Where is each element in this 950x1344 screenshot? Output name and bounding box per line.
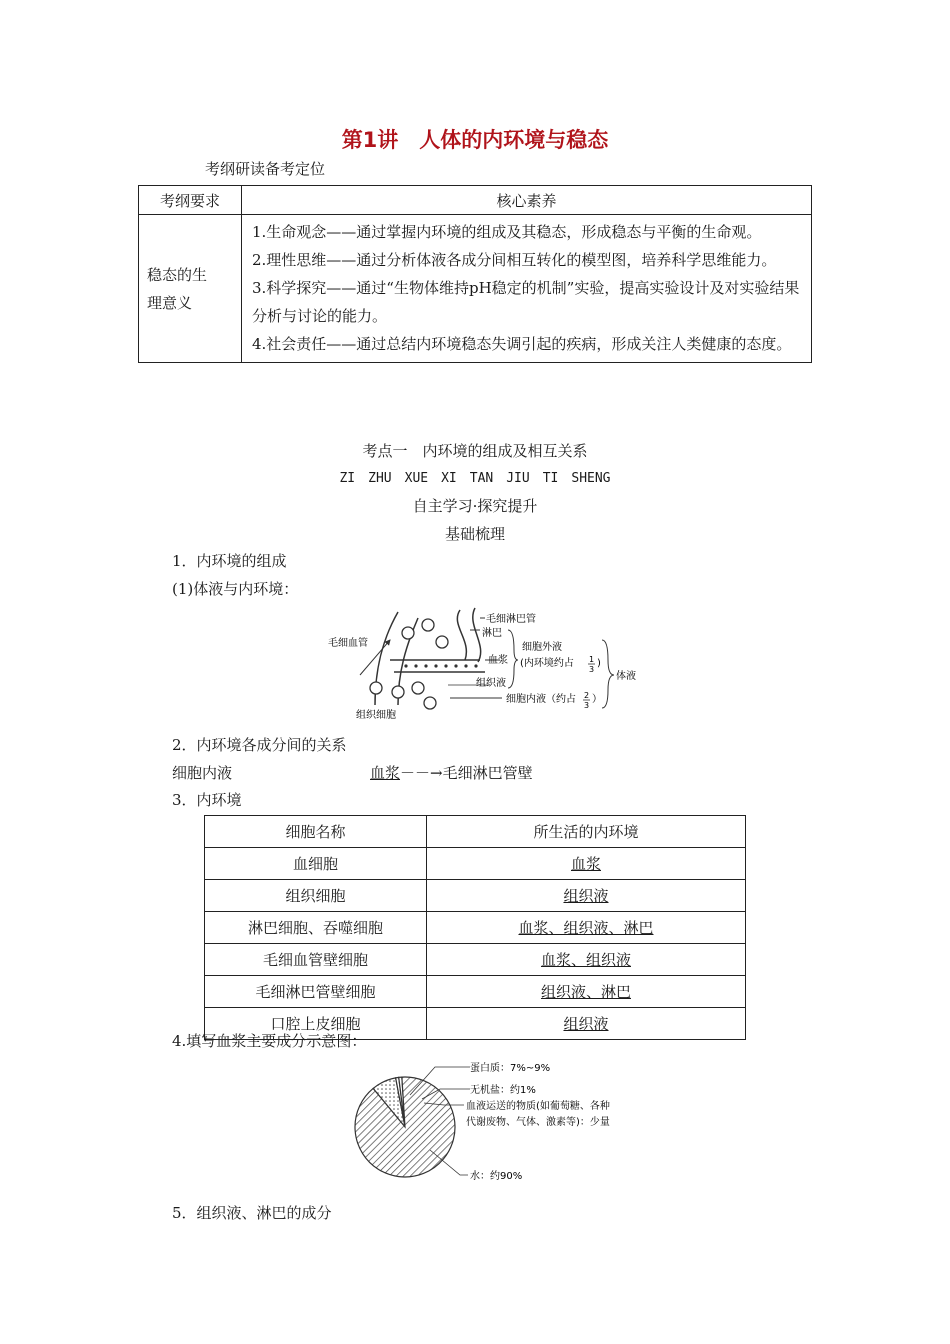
table-row: 淋巴细胞、吞噬细胞 血浆、组织液、淋巴	[205, 912, 746, 944]
subtitle: 考纲研读备考定位	[205, 160, 326, 178]
pie-label-protein: 蛋白质：7%~9%	[470, 1063, 551, 1074]
svg-text:3: 3	[584, 701, 590, 710]
requirement-cell: 稳态的生 理意义	[139, 215, 242, 363]
label-icf: 细胞内液（约占	[506, 694, 576, 705]
blank-plasma: 血浆	[370, 764, 401, 782]
table-row: 血细胞 血浆	[205, 848, 746, 880]
label-tissue-cell: 组织细胞	[356, 710, 396, 721]
svg-text:1: 1	[589, 655, 595, 664]
table-row: 口腔上皮细胞 组织液	[205, 1008, 746, 1040]
section-heading: 自主学习·探究提升	[412, 497, 538, 515]
body-fluid-diagram	[320, 600, 650, 725]
label-capillary: 毛细血管	[328, 638, 368, 649]
pie-label-transported-2: 代谢废物、气体、激素等)：少量	[466, 1117, 610, 1128]
label-lymph-capillary: 毛细淋巴管	[486, 614, 536, 625]
svg-text:）: ）	[592, 694, 602, 705]
heading-2: 2．内环境各成分间的关系	[172, 736, 347, 754]
pie-label-water: 水：约90%	[470, 1171, 523, 1182]
svg-text:3: 3	[589, 665, 595, 674]
pinyin-line: ZI ZHU XUE XI TAN JIU TI SHENG	[339, 471, 611, 486]
table-header: 考纲要求	[139, 186, 242, 215]
heading-4: 4.填写血浆主要成分示意图：	[172, 1032, 367, 1050]
label-body-fluid: 体液	[616, 671, 636, 682]
environment-table	[204, 815, 746, 1040]
heading-1: 1．内环境的组成	[172, 552, 287, 570]
kp-heading: 考点一 内环境的组成及相互关系	[362, 442, 588, 460]
label-lymph: 淋巴	[482, 628, 502, 639]
plasma-pie-chart	[340, 1055, 660, 1195]
label-tissue-fluid: 组织液	[476, 678, 506, 689]
literacy-cell	[242, 215, 812, 363]
pie-slice-water	[355, 1077, 455, 1177]
heading-3: 3．内环境	[172, 791, 242, 809]
relation-line	[370, 762, 533, 783]
heading-5: 5．组织液、淋巴的成分	[172, 1204, 332, 1222]
label-plasma: 血浆	[488, 655, 508, 666]
label-ecf: 细胞外液	[522, 642, 562, 653]
basics-heading: 基础梳理	[444, 525, 505, 543]
table-header: 所生活的内环境	[427, 816, 746, 848]
literacy-item: 4.社会责任——通过总结内环境稳态失调引起的疾病，形成关注人类健康的态度。	[252, 335, 792, 353]
table-header: 核心素养	[242, 186, 812, 215]
table-row: 毛细血管壁细胞 血浆、组织液	[205, 944, 746, 976]
table-row: 组织细胞 组织液	[205, 880, 746, 912]
table-header: 细胞名称	[205, 816, 427, 848]
table-row: 毛细淋巴管壁细胞 组织液、淋巴	[205, 976, 746, 1008]
literacy-item: 2.理性思维——通过分析体液各成分间相互转化的模型图，培养科学思维能力。	[252, 251, 777, 269]
svg-text:): )	[597, 658, 601, 669]
syllabus-table	[138, 185, 812, 363]
literacy-item: 3.科学探究——通过“生物体维持pH稳定的机制”实验，提高实验设计及对实验结果分析与讨论的能力。	[252, 279, 800, 325]
svg-text:2: 2	[584, 691, 590, 700]
pie-label-salt: 无机盐：约1%	[470, 1085, 536, 1096]
label-ecf-note: (内环境约占	[520, 658, 574, 669]
relation-left: 细胞内液	[172, 764, 233, 782]
relation-right: 毛细淋巴管壁	[442, 764, 533, 782]
pie-label-transported: 血液运送的物质(如葡萄糖、各种	[466, 1101, 610, 1112]
literacy-item: 1.生命观念——通过掌握内环境的组成及其稳态，形成稳态与平衡的生命观。	[252, 223, 762, 241]
dashed-arrow: －－→	[400, 764, 443, 782]
page-title: 第1讲 人体的内环境与稳态	[341, 128, 609, 152]
heading-1a: (1)体液与内环境：	[172, 580, 299, 598]
